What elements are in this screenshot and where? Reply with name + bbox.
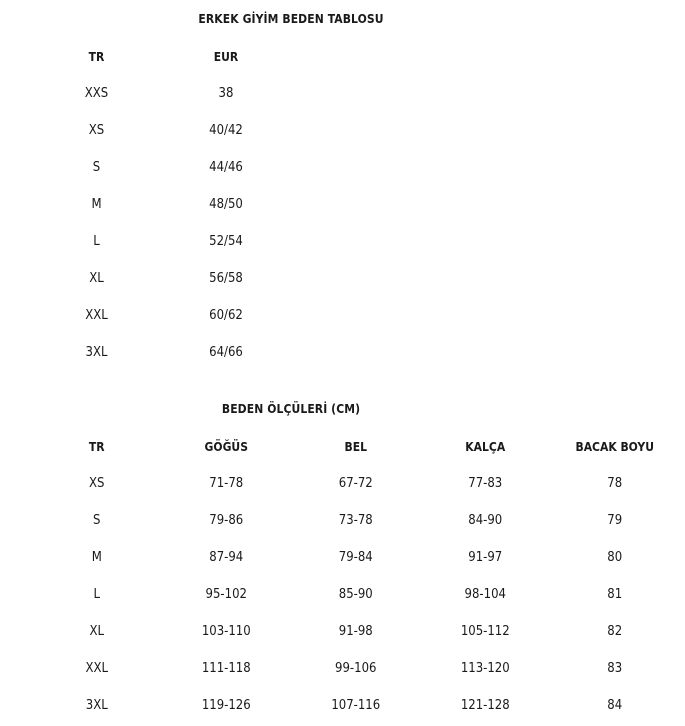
table-cell: 84-90 — [468, 513, 503, 528]
table-cell: S — [93, 513, 101, 528]
table-cell: 3XL — [85, 345, 108, 360]
table-row — [32, 149, 291, 186]
column-header-tr: TR — [88, 49, 105, 64]
column-header-kalca: KALÇA — [465, 439, 506, 454]
table-cell: M — [91, 197, 102, 212]
table-cell: XS — [88, 123, 105, 138]
table-cell: 119-126 — [201, 698, 251, 713]
table-cell: S — [92, 160, 101, 175]
table-row — [32, 539, 680, 576]
table-cell: 80 — [607, 550, 623, 565]
table-cell: 82 — [607, 624, 623, 639]
table-cell: 98-104 — [464, 587, 506, 602]
table-cell: 44/46 — [209, 160, 243, 175]
table-header-row — [32, 428, 680, 465]
table-cell: 40/42 — [209, 123, 243, 138]
table-cell: XL — [89, 271, 104, 286]
table-cell: 99-106 — [335, 661, 377, 676]
table-cell: XXS — [84, 86, 109, 101]
column-header-gogus: GÖĞÜS — [204, 439, 248, 454]
table-cell: XXL — [85, 661, 109, 676]
table-cell: L — [93, 587, 100, 602]
table-cell: 83 — [607, 661, 623, 676]
table-cell: 56/58 — [209, 271, 243, 286]
table-cell: 105-112 — [460, 624, 510, 639]
column-header-tr: TR — [88, 439, 105, 454]
table-row — [32, 112, 291, 149]
column-header-bacak-boyu: BACAK BOYU — [575, 439, 655, 454]
table-row — [32, 502, 680, 539]
table-row — [32, 75, 291, 112]
table-cell: 60/62 — [209, 308, 243, 323]
table-header-row — [32, 38, 291, 75]
size-chart-title: ERKEK GİYİM BEDEN TABLOSU — [198, 12, 384, 26]
measurements-table — [32, 428, 680, 724]
table-cell: 64/66 — [209, 345, 243, 360]
table-cell: 38 — [218, 86, 234, 101]
table-row — [32, 186, 291, 223]
table-cell: 95-102 — [205, 587, 247, 602]
table-cell: 121-128 — [460, 698, 510, 713]
table-row — [32, 576, 680, 613]
table-cell: XXL — [85, 308, 108, 323]
table-row — [32, 687, 680, 724]
table-cell: 52/54 — [209, 234, 243, 249]
table-row — [32, 613, 680, 650]
table-cell: 48/50 — [209, 197, 243, 212]
table-row — [32, 465, 680, 502]
table-cell: 84 — [607, 698, 623, 713]
table-cell: 81 — [607, 587, 623, 602]
table-row — [32, 334, 291, 371]
table-cell: 79 — [607, 513, 623, 528]
measurements-title: BEDEN ÖLÇÜLERİ (CM) — [221, 402, 361, 416]
table-row — [32, 297, 291, 334]
column-header-bel: BEL — [344, 439, 367, 454]
table-row — [32, 223, 291, 260]
size-chart-table — [32, 38, 291, 371]
table-cell: 103-110 — [201, 624, 251, 639]
table-cell: 79-86 — [209, 513, 244, 528]
table-cell: 91-97 — [468, 550, 503, 565]
table-cell: 91-98 — [338, 624, 373, 639]
table-cell: 71-78 — [209, 476, 244, 491]
table-cell: 73-78 — [338, 513, 373, 528]
table-cell: 78 — [607, 476, 623, 491]
column-header-eur: EUR — [213, 49, 239, 64]
table-cell: 113-120 — [460, 661, 510, 676]
table-cell: 87-94 — [209, 550, 244, 565]
table-row — [32, 260, 291, 297]
table-cell: XS — [89, 476, 105, 491]
table-cell: 3XL — [85, 698, 108, 713]
table-cell: 85-90 — [338, 587, 373, 602]
table-cell: 107-116 — [331, 698, 381, 713]
table-cell: 67-72 — [338, 476, 373, 491]
table-cell: 77-83 — [468, 476, 503, 491]
table-cell: 79-84 — [338, 550, 373, 565]
table-row — [32, 650, 680, 687]
table-cell: L — [93, 234, 100, 249]
table-cell: 111-118 — [201, 661, 251, 676]
table-cell: M — [91, 550, 102, 565]
table-cell: XL — [89, 624, 105, 639]
